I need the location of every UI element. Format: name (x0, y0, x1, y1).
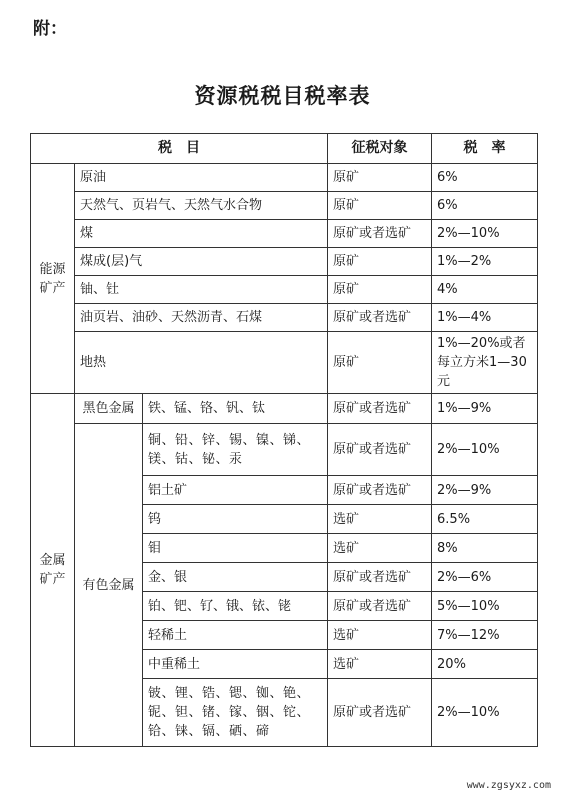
row-rate: 2%—10% (432, 679, 538, 747)
table-row (31, 276, 538, 304)
attachment-label: 附： (33, 19, 67, 39)
row-object: 原矿或者选矿 (328, 424, 432, 476)
header-object: 征税对象 (328, 134, 432, 164)
row-rate: 8% (432, 534, 538, 563)
row-rate: 1%—20%或者每立方米1—30元 (432, 332, 538, 394)
row-rate: 6% (432, 164, 538, 192)
table-header-row (31, 134, 538, 164)
row-rate: 1%—4% (432, 304, 538, 332)
table-row (31, 164, 538, 192)
row-item: 铀、钍 (75, 276, 328, 304)
page-title: 资源税税目税率表 (194, 84, 371, 108)
row-item: 铍、锂、锆、锶、铷、铯、铌、钽、锗、镓、铟、铊、铪、铼、镉、硒、碲 (143, 679, 328, 747)
tax-rate-table (30, 133, 538, 747)
table-row (31, 424, 538, 476)
row-object: 选矿 (328, 534, 432, 563)
watermark-url: www.zgsyxz.com (466, 780, 551, 791)
table-row (31, 220, 538, 248)
row-item: 原油 (75, 164, 328, 192)
header-rate: 税 率 (432, 134, 538, 164)
row-rate: 2%—9% (432, 476, 538, 505)
row-object: 原矿或者选矿 (328, 220, 432, 248)
row-rate: 20% (432, 650, 538, 679)
row-object: 选矿 (328, 650, 432, 679)
row-object: 选矿 (328, 621, 432, 650)
row-item: 轻稀土 (143, 621, 328, 650)
row-object: 原矿或者选矿 (328, 304, 432, 332)
row-item: 钨 (143, 505, 328, 534)
header-item: 税 目 (31, 134, 328, 164)
row-item: 金、银 (143, 563, 328, 592)
row-item: 中重稀土 (143, 650, 328, 679)
table-row (31, 394, 538, 424)
subcategory-ferrous: 黑色金属 (75, 394, 143, 424)
row-item: 铂、钯、钌、锇、铱、铑 (143, 592, 328, 621)
row-rate: 1%—2% (432, 248, 538, 276)
row-rate: 1%—9% (432, 394, 538, 424)
table-row (31, 304, 538, 332)
row-object: 原矿或者选矿 (328, 679, 432, 747)
subcategory-nonferrous: 有色金属 (75, 424, 143, 747)
row-rate: 7%—12% (432, 621, 538, 650)
row-item: 铜、铅、锌、锡、镍、锑、镁、钴、铋、汞 (143, 424, 328, 476)
row-rate: 2%—10% (432, 220, 538, 248)
row-item: 油页岩、油砂、天然沥青、石煤 (75, 304, 328, 332)
row-object: 原矿 (328, 332, 432, 394)
row-object: 原矿或者选矿 (328, 563, 432, 592)
row-item: 天然气、页岩气、天然气水合物 (75, 192, 328, 220)
row-object: 原矿 (328, 164, 432, 192)
row-rate: 6% (432, 192, 538, 220)
category-energy: 能源矿产 (31, 164, 75, 394)
row-object: 原矿或者选矿 (328, 476, 432, 505)
row-item: 煤成(层)气 (75, 248, 328, 276)
row-item: 铁、锰、铬、钒、钛 (143, 394, 328, 424)
row-object: 原矿或者选矿 (328, 394, 432, 424)
row-object: 原矿 (328, 192, 432, 220)
row-object: 原矿或者选矿 (328, 592, 432, 621)
row-item: 铝土矿 (143, 476, 328, 505)
table-row (31, 332, 538, 394)
row-item: 煤 (75, 220, 328, 248)
row-object: 原矿 (328, 248, 432, 276)
row-rate: 2%—10% (432, 424, 538, 476)
table-row (31, 248, 538, 276)
table-row (31, 192, 538, 220)
row-object: 原矿 (328, 276, 432, 304)
row-item: 钼 (143, 534, 328, 563)
row-rate: 5%—10% (432, 592, 538, 621)
row-item: 地热 (75, 332, 328, 394)
row-rate: 2%—6% (432, 563, 538, 592)
row-object: 选矿 (328, 505, 432, 534)
row-rate: 4% (432, 276, 538, 304)
row-rate: 6.5% (432, 505, 538, 534)
category-metal: 金属矿产 (31, 394, 75, 747)
